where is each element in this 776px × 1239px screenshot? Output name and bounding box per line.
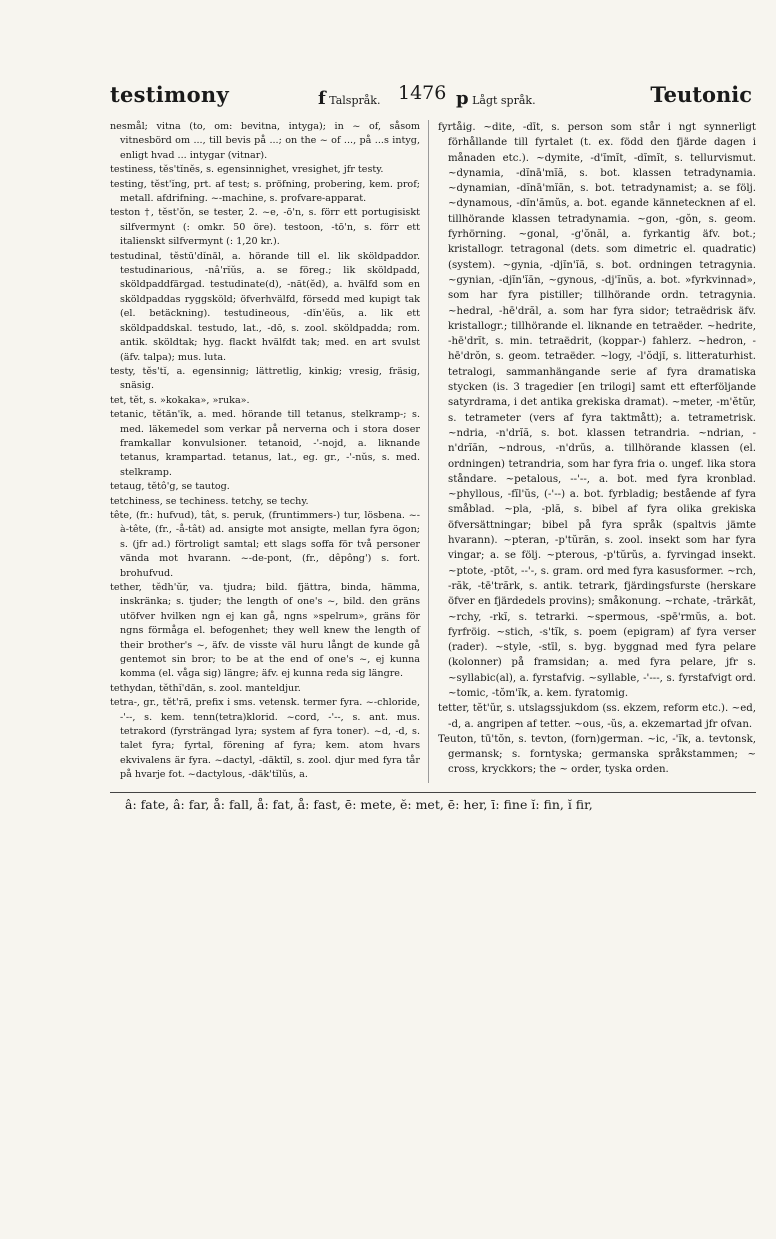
page-number: 1476 [398, 82, 447, 104]
legend-mark-right: p [456, 88, 469, 109]
dictionary-entry: tetter, tĕt'ŭr, s. utslagssjukdom (ss. ekzem, reform etc.). ~ed, -d, a. angripen af tetter. ~ous, -ŭs, a. ekzemartad jfr ofvan. [438, 703, 756, 730]
legend-label-left: Talspråk. [329, 94, 381, 107]
speech-legend-right [456, 88, 536, 109]
dictionary-entry: tet, tĕt, s. »kokaka», »ruka». [110, 394, 250, 406]
dictionary-entry: testudinal, tĕstū'dĭnăl, a. hörande till el. lik sköldpaddor. testudinarious, -nâ'rĭŭs, a. se föreg.; lik sköldpadd, sköldpaddfärgad. testudinate(d), -nāt(ĕd), a. hvälfd som en sköldpaddas ryggsköld; öfverhvälfd, försedd med kupigt tak (el. betäckning). testudineous, -dĭn'ĕŭs, a. lik ett sköldpaddskal. testudo, lat., -dō, s. zool. sköldpadda; rom. antik. sköldtak; hyg. flackt hvälfdt tak; med. en art svulst (äfv. talpa); mus. luta. [110, 250, 420, 363]
dictionary-entry: testiness, tĕs'tĭnĕs, s. egensinnighet, vresighet, jfr testy. [110, 164, 384, 176]
dictionary-entry: tetra-, gr., tĕt'ră, prefix i sms. vetensk. termer fyra. ~-chloride, -'--, s. kem. tenn(tetra)klorid. ~cord, -'--, s. ant. mus. tetrakord (fyrsträngad lyra; system af fyra toner). ~d, -d, s. talet fyra; fyrtal, förening af fyra; kem. atom hvars ekvivalens är fyra. ~dactyl, -dăktĭl, s. zool. djur med fyra tår på hvarje fot. ~dactylous, -dăk'tĭlŭs, a. [110, 697, 420, 781]
left-column [110, 120, 420, 783]
right-guide-word: Teutonic [650, 82, 752, 107]
left-guide-word: testimony [110, 82, 229, 107]
dictionary-entry: tetchiness, se techiness. tetchy, se techy. [110, 495, 309, 507]
dictionary-entry: nesmål; vitna (to, om: bevitna, intyga); in ~ of, såsom vitnesbörd om ..., till bevis på ...; on the ~ of ..., på ...s intyg, enligt hvad ... intygar (vitnar). [110, 121, 420, 161]
dictionary-entry: testy, tĕs'tĭ, a. egensinnig; lättretlig, kinkig; vresig, fräsig, snäsig. [110, 365, 420, 392]
dictionary-entry: testing, tĕst'ĭng, prt. af test; s. pröfning, probering, kem. prof; metall. afdrifning. ~-machine, s. profvare-apparat. [110, 178, 420, 205]
dictionary-entry: tetaug, tĕtô'g, se tautog. [110, 481, 230, 493]
legend-mark-left: f [318, 88, 326, 109]
dictionary-entry: teston †, tĕst'ŏn, se tester, 2. ~e, -ō'n, s. förr ett portugisiskt silfvermynt (: omkr. 50 öre). testoon, -tō'n, s. förr ett italienskt silfvermynt (: 1,20 kr.). [110, 207, 420, 248]
column-divider [428, 120, 429, 783]
dictionary-entry: tetanic, tĕtăn'ĭk, a. med. hörande till tetanus, stelkramp-; s. med. läkemedel som verkar på nerverna och i stora doser framkallar konvulsioner. tetanoid, -'-nojd, a. liknande tetanus, krampartad. tetanus, lat., eg. gr., -'-nŭs, s. med. stelkramp. [110, 409, 420, 478]
dictionary-entry: Teuton, tū'tŏn, s. tevton, (forn)german. ~ic, -'ĭk, a. tevtonsk, germansk; s. forntyska; germanska språkstammen; ~ cross, kryckkors; the ~ order, tyska orden. [438, 733, 756, 776]
dictionary-entry: tether, tĕdh'ŭr, va. tjudra; bild. fjättra, binda, hämma, inskränka; s. tjuder; the length of one's ~, bild. den gräns utöfver hvilken ngn ej kan gå, ngns »spelrum», gräns för ngns förmåga el. befogenhet; they well knew the length of their brother's ~, äfv. de visste väl huru långt de kunde gå gentemot sin bror; to be at the end of one's ~, ej kunna komma (el. våga sig) längre; äfv. ej kunna reda sig längre. [110, 582, 420, 680]
footer-rule [110, 792, 756, 793]
speech-legend-left [318, 88, 380, 109]
dictionary-entry: fyrtåig. ~dite, -dīt, s. person som står i ngt synnerligt förhållande till fyrtalet (t. ex. född den fjärde dagen i månaden etc.). ~dymite, -d'ĭmĭt, -dĭmĭt, s. tellurvismut. ~dynamia, -dĭnā'mĭă, s. bot. klassen tetradynamia. ~dynamian, -dĭnā'mĭăn, s. bot. tetradynamist; a. se följ. ~dynamous, -dĭn'ămŭs, a. bot. egande kännetecknen af el. tillhörande klassen tetradynamia. ~gon, -gŏn, s. geom. fyrhörning. ~gonal, -g'ŏnăl, a. fyrkantig äfv. bot.; kristallogr. tetragonal (dets. som dimetric el. quadratic) (system). ~gynia, -djĭn'ĭă, s. bot. ordningen tetragynia. ~gynian, -djĭn'ĭăn, ~gynous, -dj'ĭnŭs, a. bot. »fyrkvinnad», som har fyra pistiller; tillhörande ordn. tetragynia. ~hedral, -hē'drăl, a. som har fyra sidor; tetraëdrisk äfv. kristallogr.; tillhörande el. liknande en tetraëder. ~hedrite, -hē'drĭt, s. min. tetraëdrit, (koppar-) fahlerz. ~hedron, -hē'drŏn, s. geom. tetraëder. ~logy, -l'ŏdjĭ, s. litteraturhist. tetralogi, sammanhängande serie af fyra dramatiska stycken (is. 3 tragedier [en trilogi] samt ett efterföljande satyrdrama, i det antika grekiska dramat). ~meter, -m'ĕtŭr, s. tetrameter (vers af fyra taktmått); a. tetrametrisk. ~ndria, -n'drĭă, s. bot. klassen tetrandria. ~ndrian, -n'drĭăn, ~ndrous, -n'drŭs, a. tillhörande klassen (el. ordningen) tetrandria, som har fyra fria o. ungef. lika stora ståndare. ~petalous, --'--, a. bot. med fyra kronblad. ~phyllous, -fĭl'ŭs, (-'--) a. bot. fyrbladig; bestående af fyra småblad. ~pla, -plă, s. bibel af fyra olika grekiska öfversättningar; bibel på fyra språk (spaltvis jämte hvarann). ~pteran, -p'tŭrăn, s. zool. insekt som har fyra vingar; a. se följ. ~pterous, -p'tŭrŭs, a. fyrvingad insekt. ~ptote, -ptōt, --'-, s. gram. ord med fyra kasusformer. ~rch, -răk, -tē'trărk, s. antik. tetrark, fjärdingsfurste (herskare öfver en fjärdedels provins); småkonung. ~rchate, -trărkāt, ~rchy, -rkĭ, s. tetrarki. ~spermous, -spē'rmŭs, a. bot. fyrfröig. ~stich, -s'tĭk, s. poem (epigram) af fyra verser (rader). ~style, -stīl, s. byg. byggnad med fyra pelare (kolonner) på framsidan; a. med fyra pelare, jfr s. ~syllabic(al), a. fyrstafvig. ~syllable, -'---, s. fyrstafvigt ord. ~tomic, -tŏm'ĭk, a. kem. fyratomig. [438, 122, 756, 699]
right-column [438, 120, 756, 778]
legend-label-right: Lågt språk. [472, 94, 536, 107]
dictionary-entry: tethydan, tĕthĭ'dăn, s. zool. manteldjur. [110, 682, 301, 694]
dictionary-entry: tête, (fr.: hufvud), tât, s. peruk, (fruntimmers-) tur, lösbena. ~-à-tête, (fr., -å-tât) ad. ansigte mot ansigte, mellan fyra ögon; s. (jfr ad.) förtroligt samtal; ett slags soffa för två personer vända mot hvarann. ~-de-pont, (fr., dêpông') s. fort. brohufvud. [110, 509, 420, 579]
running-header [0, 78, 776, 108]
pronunciation-key: â: fate, â: far, å: fall, å: fat, å: fast, ē: mete, ĕ: met, ē: her, ī: fine ĭ: fin, ĭ fir, [125, 797, 593, 812]
